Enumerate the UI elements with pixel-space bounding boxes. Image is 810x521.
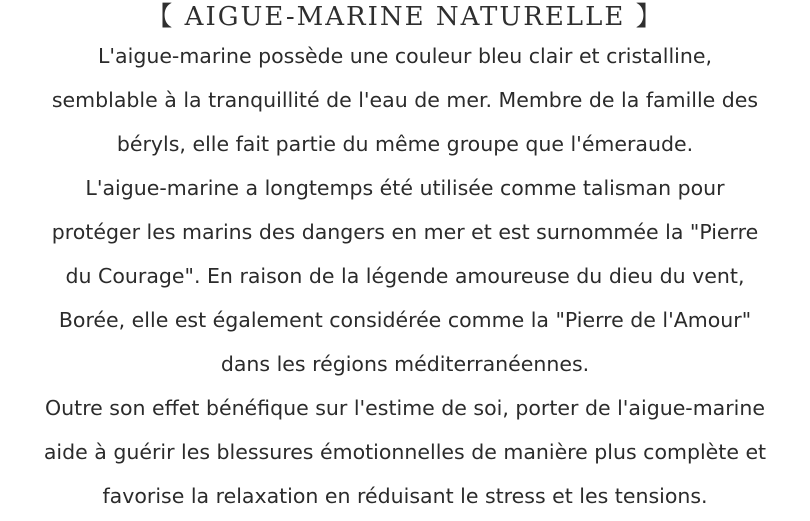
text-line: aide à guérir les blessures émotionnelles de manière plus complète et: [43, 440, 767, 464]
text-line: protéger les marins des dangers en mer et est surnommée la "Pierre: [51, 220, 759, 244]
text-line: Outre son effet bénéfique sur l'estime de soi, porter de l'aigue-marine: [45, 396, 765, 420]
text-line: favorise la relaxation en réduisant le stress et les tensions.: [102, 484, 708, 508]
text-line: L'aigue-marine possède une couleur bleu clair et cristalline,: [98, 44, 712, 68]
paragraph-history: [0, 166, 810, 386]
text-line: semblable à la tranquillité de l'eau de mer. Membre de la famille des: [51, 88, 759, 112]
page-title: 【 AIGUE-MARINE NATURELLE 】: [146, 2, 664, 32]
text-line: Borée, elle est également considérée comme la "Pierre de l'Amour": [58, 308, 752, 332]
text-line: L'aigue-marine a longtemps été utilisée comme talisman pour: [85, 176, 725, 200]
text-line: dans les régions méditerranéennes.: [220, 352, 590, 376]
paragraph-benefits: [0, 386, 810, 518]
paragraph-intro: [0, 34, 810, 166]
text-line: du Courage". En raison de la légende amoureuse du dieu du vent,: [65, 264, 745, 288]
description-body: [0, 34, 810, 518]
text-line: béryls, elle fait partie du même groupe que l'émeraude.: [116, 132, 694, 156]
